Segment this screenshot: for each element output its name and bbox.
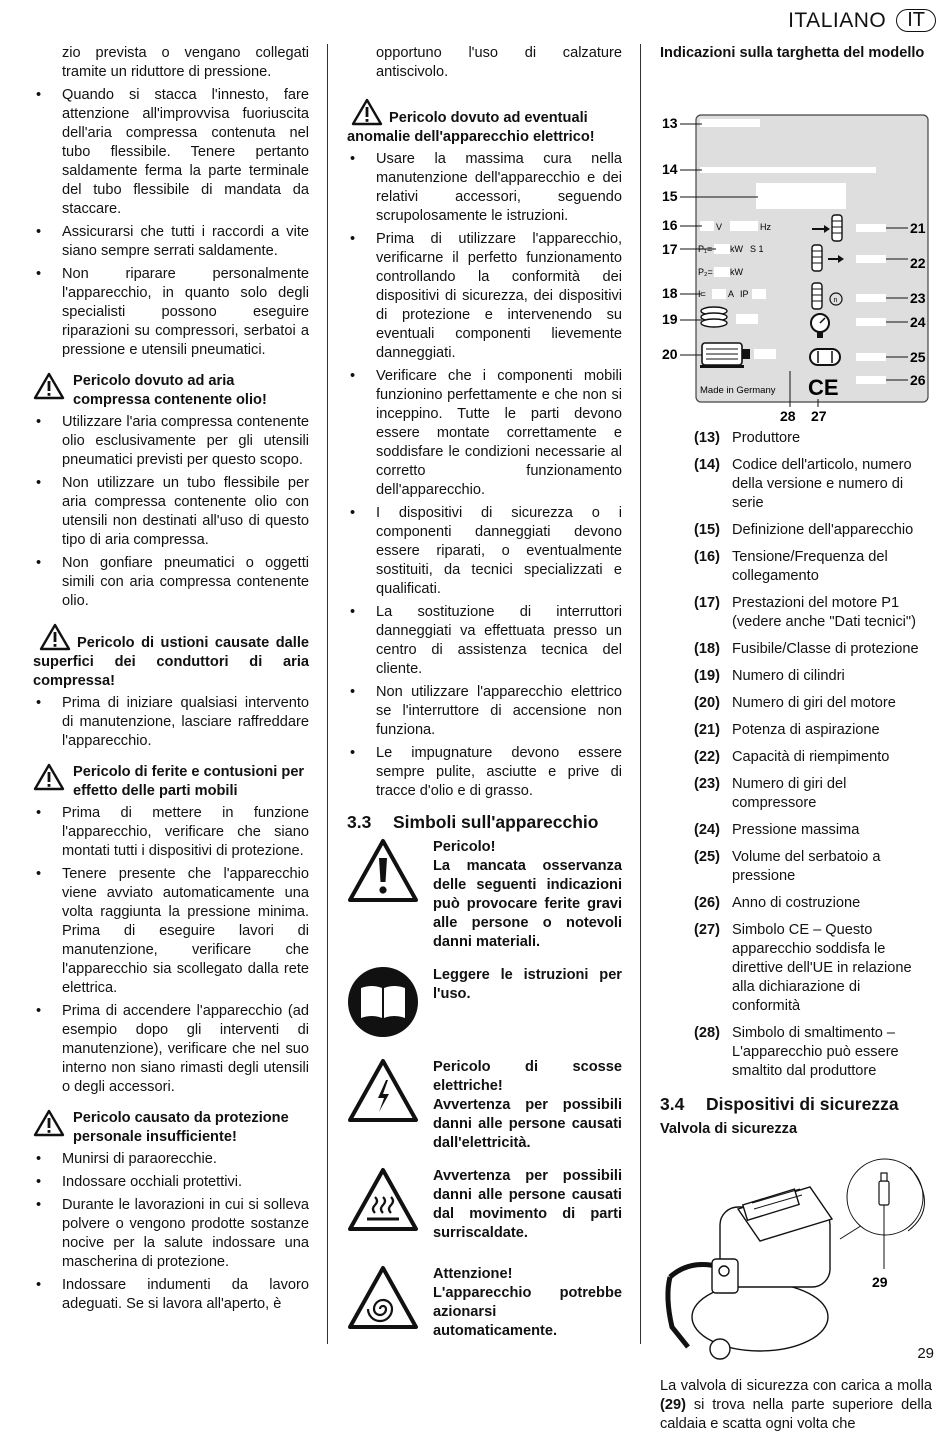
symbol-entry xyxy=(347,1058,622,1153)
list-item: • Non utilizzare un tubo flessibile per aria compressa contenente olio con utensili non destinati all'uso di questo tipo di aria compressa. xyxy=(33,474,309,550)
compressor-figure xyxy=(660,1147,932,1377)
svg-text:n: n xyxy=(833,297,838,304)
plate-label-s1: S 1 xyxy=(750,244,764,254)
electric-shock-icon xyxy=(347,1058,419,1124)
warning-text: Pericolo dovuto ad aria compressa contenente olio! xyxy=(73,373,267,408)
callout-number: 22 xyxy=(910,255,926,271)
list-item: • Prima di utilizzare l'apparecchio, verificarne il perfetto funzionamento controllando la conformità dei dispositivi di sicurezza, dei dispositivi di protezione e intervenendo su eventuali componenti lievemente danneggiati. xyxy=(347,230,622,363)
list-item: • Prima di iniziare qualsiasi intervento di manutenzione, lasciare raffreddare l'apparecchio. xyxy=(33,694,309,751)
cylinders-icon xyxy=(701,307,727,327)
plate-title: Indicazioni sulla targhetta del modello xyxy=(660,45,925,61)
bullet-list xyxy=(33,1150,309,1314)
callout-number: 14 xyxy=(662,161,678,177)
plate-label-kw2: kW xyxy=(730,267,743,277)
section-heading xyxy=(660,1095,932,1114)
paragraph: zio prevista o vengano collegati tramite un riduttore di pressione. xyxy=(62,45,309,80)
callout-number: 20 xyxy=(662,346,678,362)
callout-number: 25 xyxy=(910,349,926,365)
symbol-description: Pericolo! La mancata osservanza delle seguenti indicazioni può provocare ferite gravi alle persone o notevoli danni materiali. xyxy=(433,839,622,950)
list-item: • Munirsi di paraorecchie. xyxy=(33,1150,309,1169)
plate-label-p2: P₂= xyxy=(698,267,713,277)
legend-item: (22) Capacità di riempimento xyxy=(694,749,890,765)
warning-icon xyxy=(33,1109,65,1137)
list-item: • Verificare che i componenti mobili funzionino perfettamente e che non si inceppino. Tutte le parti devono essere montate correttamente e soddisfare le condizioni necessarie al corretto funzionamento dell'apparecchio. xyxy=(347,367,622,500)
list-item: • I dispositivi di sicurezza o i componenti danneggiati devono essere riparati, o eventualmente sostituiti, da tecnici specializzati e qualificati. xyxy=(347,504,622,599)
legend-item: (19) Numero di cilindri xyxy=(694,668,845,684)
list-item: • Assicurarsi che tutti i raccordi a vite siano sempre serrati saldamente. xyxy=(33,223,309,261)
page-number: 29 xyxy=(917,1345,934,1362)
page-header xyxy=(788,9,936,32)
paragraph: La valvola di sicurezza con carica a molla (29) si trova nella parte superiore della caldaia e scatta ogni volta che xyxy=(660,1378,932,1432)
legend-item: (20) Numero di giri del motore xyxy=(694,695,896,711)
list-item: • Utilizzare l'aria compressa contenente olio esclusivamente per gli utensili pneumatici previsti per questo scopo. xyxy=(33,413,309,470)
read-manual-icon xyxy=(347,966,419,1038)
warning-heading xyxy=(33,763,309,801)
warning-heading xyxy=(33,623,309,691)
column-2 xyxy=(347,44,622,1355)
plate-legend xyxy=(665,429,932,1081)
list-item: • La sostituzione di interruttori danneggiati va effettuata presso un centro di assistenza tecnica del cliente. xyxy=(347,603,622,679)
automatic-start-icon xyxy=(347,1265,419,1331)
warning-icon xyxy=(39,623,71,651)
tank-icon xyxy=(810,349,840,365)
list-item: • Durante le lavorazioni in cui si sollevа polvere o vengono prodotte sostanze nocive per la salute indossare una mascherina di protezione. xyxy=(33,1196,309,1272)
section-heading xyxy=(347,813,622,832)
callout-number: 15 xyxy=(662,188,678,204)
callout-number: 26 xyxy=(910,372,926,388)
list-item: • Non utilizzare l'apparecchio elettrico se l'interruttore di accensione non funziona. xyxy=(347,683,622,740)
list-item: • Prima di accendere l'apparecchio (ad esempio dopo gli interventi di manutenzione), verificare che nel suo interno non siano rimasti degli utensili o degli accessori. xyxy=(33,1002,309,1097)
callout-number: 29 xyxy=(872,1274,888,1290)
warning-text: Pericolo causato da protezione personale insufficiente! xyxy=(73,1110,289,1145)
callout-number: 13 xyxy=(662,115,678,131)
language-code-badge: IT xyxy=(896,9,936,32)
legend-item: (17) Prestazioni del motore P1 (vedere anche "Dati tecnici") xyxy=(694,595,916,630)
warning-icon xyxy=(33,763,65,791)
symbol-entry xyxy=(347,966,622,1038)
symbol-entry xyxy=(347,1265,622,1341)
language-label: ITALIANO xyxy=(788,9,887,32)
legend-item: (23) Numero di giri del compressore xyxy=(694,776,847,811)
hot-surface-icon xyxy=(347,1167,419,1233)
legend-item: (24) Pressione massima xyxy=(694,822,860,838)
legend-item: (16) Tensione/Frequenza del collegamento xyxy=(694,549,888,584)
warning-text: Pericolo di ferite e contusioni per effetto delle parti mobili xyxy=(73,764,305,799)
plate-label-i: I= xyxy=(698,289,706,299)
callout-number: 28 xyxy=(780,408,796,424)
column-divider xyxy=(640,44,641,1344)
warning-heading xyxy=(347,98,622,147)
section-title: Dispositivi di sicurezza xyxy=(706,1094,899,1114)
list-item: • Usare la massima cura nella manutenzione dell'apparecchio e dei relativi accessori, seguendo scrupolosamente le istruzioni. xyxy=(347,150,622,226)
section-title: Simboli sull'apparecchio xyxy=(393,812,599,832)
bullet-list xyxy=(33,413,309,611)
symbol-entry xyxy=(347,838,622,952)
callout-number: 17 xyxy=(662,241,678,257)
bullet-list xyxy=(33,694,309,751)
list-item: • Quando si stacca l'innesto, fare attenzione all'improvvisa fuoriuscita dell'aria compressa contenuta nel tubo flessibile. Tenere pertanto saldamente ferma la parte terminale del tubo flessibile di mandata da staccare. xyxy=(33,86,309,219)
legend-item: (21) Potenza di aspirazione xyxy=(694,722,880,738)
warning-heading xyxy=(33,1109,309,1147)
symbol-description: Avvertenza per possibili danni alle persone causati dal movimento di parti surriscaldate. xyxy=(433,1168,622,1241)
callout-number: 24 xyxy=(910,314,926,330)
plate-label-ip: IP xyxy=(740,289,749,299)
symbol-description: Attenzione! L'apparecchio potrebbe azionarsi automaticamente. xyxy=(433,1266,622,1339)
bullet-list xyxy=(33,86,309,360)
legend-item: (25) Volume del serbatoio a pressione xyxy=(694,849,881,884)
callout-number: 18 xyxy=(662,285,678,301)
bullet-list xyxy=(33,804,309,1097)
warning-text: Pericolo di ustioni causate dalle superfici dei conduttori di aria compressa! xyxy=(33,635,309,689)
section-number: 3.4 xyxy=(660,1094,685,1114)
legend-item: (14) Codice dell'articolo, numero della versione e numero di serie xyxy=(694,457,912,511)
subsection-title: Valvola di sicurezza xyxy=(660,1121,798,1137)
ce-mark-icon: CE xyxy=(808,375,839,400)
warning-heading xyxy=(33,372,309,410)
section-number: 3.3 xyxy=(347,812,372,832)
paragraph: opportuno l'uso di calzature antiscivolo. xyxy=(376,45,622,80)
symbol-description: Pericolo di scosse elettriche! Avvertenza per possibili danni alle persone causati dall'elettricità. xyxy=(433,1059,622,1151)
plate-label-p1: P₁= xyxy=(698,244,713,254)
plate-label-kw: kW xyxy=(730,244,743,254)
list-item: • Le impugnature devono essere sempre pulite, asciutte e prive di tracce d'olio e di grasso. xyxy=(347,744,622,801)
rating-plate-diagram xyxy=(660,71,932,423)
callout-number: 19 xyxy=(662,311,678,327)
bullet-list xyxy=(347,150,622,801)
list-item: • Non riparare personalmente l'apparecchio, in quanto solo degli specialisti possono eseguire riparazioni su compressori, serbatoi a pressione e utensili pneumatici. xyxy=(33,265,309,360)
compressor-illustration xyxy=(660,1147,932,1377)
column-3 xyxy=(660,44,932,1438)
column-1 xyxy=(33,44,309,1318)
warning-icon xyxy=(33,372,65,400)
plate-label-v: V xyxy=(716,222,723,232)
callout-number: 16 xyxy=(662,217,678,233)
legend-item: (28) Simbolo di smaltimento – L'apparecchio può essere smaltito dal produttore xyxy=(694,1025,899,1079)
plate-label-a: A xyxy=(728,289,735,299)
legend-item: (18) Fusibile/Classe di protezione xyxy=(694,641,919,657)
warning-icon xyxy=(347,838,419,904)
column-divider xyxy=(327,44,328,1344)
list-item: • Tenere presente che l'apparecchio viene avviato automaticamente una volta raggiunta la pressione minima. Prima di eseguire lavori di manutenzione, verificare che l'apparecchio sia scollegato dalla rete elettrica. xyxy=(33,865,309,998)
legend-item: (27) Simbolo CE – Questo apparecchio soddisfa le direttive dell'UE in relazione alla dichiarazione di conformità xyxy=(694,922,912,1014)
list-item: • Prima di mettere in funzione l'apparecchio, verificare che siano montati tutti i dispositivi di protezione. xyxy=(33,804,309,861)
legend-item: (15) Definizione dell'apparecchio xyxy=(694,522,914,538)
list-item: • Indossare occhiali protettivi. xyxy=(33,1173,309,1192)
plate-label-hz: Hz xyxy=(760,222,771,232)
callout-number: 23 xyxy=(910,290,926,306)
callout-number: 21 xyxy=(910,220,926,236)
plate-made-in: Made in Germany xyxy=(700,385,776,396)
warning-icon xyxy=(351,98,383,126)
warning-text: Pericolo dovuto ad eventuali anomalie dell'apparecchio elettrico! xyxy=(347,110,595,145)
legend-item: (13) Produttore xyxy=(694,430,801,446)
list-item: • Non gonfiare pneumatici o oggetti simili con aria compressa contenente olio. xyxy=(33,554,309,611)
rating-plate-figure xyxy=(660,71,932,423)
callout-number: 27 xyxy=(811,408,827,424)
symbol-entry xyxy=(347,1167,622,1243)
symbol-description: Leggere le istruzioni per l'uso. xyxy=(433,967,622,1002)
legend-item: (26) Anno di costruzione xyxy=(694,895,861,911)
list-item: • Indossare indumenti da lavoro adeguati. Se si lavora all'aperto, è xyxy=(33,1276,309,1314)
